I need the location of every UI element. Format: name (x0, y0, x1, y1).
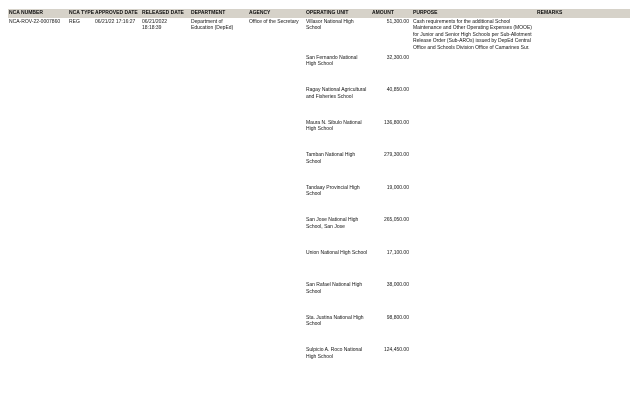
table-row (8, 54, 630, 87)
operating-unit-cell: San Fernando National High School (306, 54, 358, 67)
table-row (8, 86, 630, 119)
column-header-agency: AGENCY (248, 9, 305, 18)
column-header-nca-type: NCA TYPE (69, 10, 94, 16)
operating-unit-cell: Ragay National Agricultural and Fisheries School (306, 87, 367, 100)
table-row (8, 346, 630, 379)
operating-unit-cell: Union National High School (306, 249, 368, 256)
table-row (8, 18, 630, 54)
nca-report (8, 9, 630, 379)
column-header-department: DEPARTMENT (190, 9, 248, 18)
column-header-released-date: RELEASED DATE (141, 9, 190, 18)
column-header-remarks: REMARKS (536, 9, 630, 18)
department-cell: Department of Education (DepEd) (191, 18, 234, 31)
operating-unit-cell: Tamban National High School (306, 152, 356, 165)
table-row (8, 184, 630, 217)
agency-cell: Office of the Secretary (249, 18, 299, 25)
amount-cell: 279,300.00 (383, 152, 409, 158)
operating-unit-cell: Sulpicio A. Roco National High School (306, 347, 363, 360)
nca-table (8, 9, 630, 379)
column-header-amount: AMOUNT (371, 9, 412, 18)
amount-cell: 98,800.00 (386, 314, 409, 321)
table-row (8, 249, 630, 282)
table-row (8, 281, 630, 314)
amount-cell: 17,100.00 (386, 249, 409, 256)
amount-cell: 32,300.00 (386, 54, 409, 61)
operating-unit-cell: Villasor National High School (306, 18, 354, 31)
approved-date-cell: 06/21/22 17:16:27 (95, 18, 136, 25)
amount-cell: 136,800.00 (383, 119, 409, 126)
amount-cell: 38,000.00 (386, 282, 409, 288)
operating-unit-cell: San Jose National High School, San Jose (306, 217, 359, 230)
amount-cell: 40,850.00 (386, 87, 409, 93)
amount-cell: 51,300.00 (386, 18, 409, 25)
table-row (8, 216, 630, 249)
nca-type-cell: REG (69, 18, 80, 25)
operating-unit-cell: Maura N. Sibulo National High School (306, 119, 362, 132)
column-header-nca-number: NCA NUMBER (8, 9, 68, 18)
table-row (8, 314, 630, 347)
column-header-purpose: PURPOSE (412, 9, 536, 18)
table-header-row (8, 9, 630, 18)
table-row (8, 151, 630, 184)
table-row (8, 119, 630, 152)
amount-cell: 265,050.00 (383, 217, 409, 223)
operating-unit-cell: Sta. Justina National High School (306, 314, 364, 327)
purpose-cell: Cash requirements for the additional School Maintenance and Other Operating Expenses (MOOE) for Junior and Senior High Schools per Sub-Allotment Release Order (Sub-AROs) issued by DepEd Central Office and Schools Division Office of Camarines Sur. (413, 18, 532, 51)
column-header-operating-unit: OPERATING UNIT (305, 9, 371, 18)
operating-unit-cell: Tandaay Provincial High School (306, 184, 360, 197)
column-header-approved-date: APPROVED DATE (94, 9, 141, 18)
operating-unit-cell: San Rafael National High School (306, 282, 363, 295)
remarks-cell (536, 18, 630, 54)
amount-cell: 124,450.00 (383, 347, 409, 353)
nca-number-cell: NCA-ROV-22-0007860 (9, 18, 61, 25)
released-date-cell: 06/21/2022 18:18:39 (142, 18, 168, 31)
amount-cell: 19,000.00 (386, 184, 409, 191)
